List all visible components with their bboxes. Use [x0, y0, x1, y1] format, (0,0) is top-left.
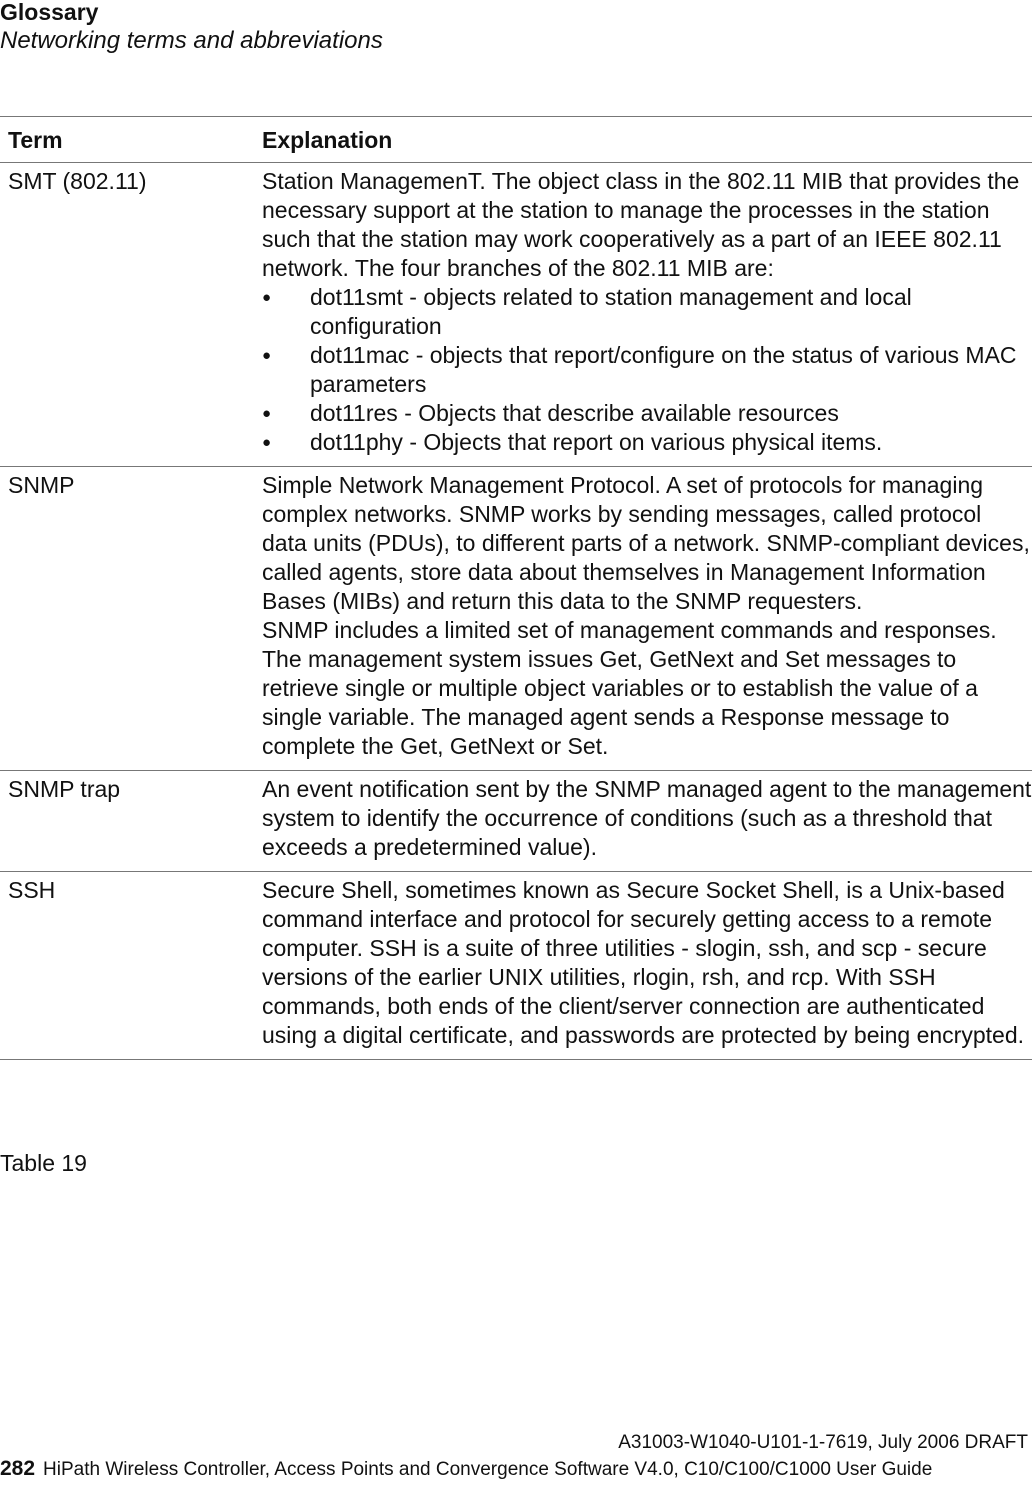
bullet-item [262, 428, 1032, 457]
explanation-cell: Secure Shell, sometimes known as Secure Socket Shell, is a Unix-based command interface and protocol for securely getting access to a remote computer. SSH is a suite of three utilities - slogin, ssh, and scp - secure versions of the earlier UNIX utilities, rlogin, rsh, and rcp. With SSH commands, both ends of the client/server connection are authenticated using a digital certificate, and passwords are protected by being encrypted. [262, 877, 1024, 1048]
bullet-icon: ● [262, 289, 272, 306]
page-number: 282 [0, 1457, 36, 1480]
table-row [0, 163, 1032, 467]
bullet-icon: ● [262, 347, 272, 364]
bullet-text: dot11mac - objects that report/configure on the status of various MAC parameters [310, 342, 1017, 397]
glossary-table [0, 116, 1032, 1060]
column-header-term: Term [8, 127, 63, 153]
column-header-explanation: Explanation [262, 127, 393, 153]
page-header [0, 0, 383, 56]
table-row [0, 771, 1032, 872]
table-caption: Table 19 [0, 1150, 87, 1176]
bullet-icon: ● [262, 434, 272, 451]
table-header-row [0, 117, 1032, 163]
section-subtitle: Networking terms and abbreviations [0, 27, 383, 54]
document-reference: A31003-W1040-U101-1-7619, July 2006 DRAFT [618, 1432, 1028, 1453]
bullet-item [262, 283, 1032, 341]
term-cell: SMT (802.11) [8, 168, 147, 194]
chapter-title: Glossary [0, 0, 99, 25]
table-row [0, 872, 1032, 1060]
bullet-text: dot11smt - objects related to station management and local configuration [310, 284, 912, 339]
bullet-text: dot11phy - Objects that report on various physical items. [310, 429, 883, 455]
explanation-text: Simple Network Management Protocol. A set of protocols for managing complex networks. SNMP works by sending messages, called protocol data units (PDUs), to different parts of a network. SNMP-compliant devices, called agents, store data about themselves in Management Information Bases (MIBs) and return this data to the SNMP requesters. [262, 472, 1030, 614]
bullet-text: dot11res - Objects that describe available resources [310, 400, 839, 426]
explanation-text-continued: SNMP includes a limited set of management commands and responses. The management system issues Get, GetNext and Set messages to retrieve single or multiple object variables or to establish the value of a single variable. The managed agent sends a Response message to complete the Get, GetNext or Set. [262, 617, 997, 759]
bullet-item [262, 399, 1032, 428]
page-footer [0, 1457, 1032, 1482]
explanation-cell: An event notification sent by the SNMP managed agent to the management system to identify the occurrence of conditions (such as a threshold that exceeds a predetermined value). [262, 776, 1032, 860]
term-cell: SNMP trap [8, 776, 121, 802]
term-cell: SSH [8, 877, 56, 903]
term-cell: SNMP [8, 472, 75, 498]
explanation-cell [262, 471, 1032, 761]
bullet-icon: ● [262, 405, 272, 422]
explanation-text: Station ManagemenT. The object class in the 802.11 MIB that provides the necessary support at the station to manage the processes in the station such that the station may work cooperatively as a part of an IEEE 802.11 network. The four branches of the 802.11 MIB are: [262, 168, 1020, 281]
bullet-list [262, 283, 1032, 457]
table-row [0, 467, 1032, 771]
bullet-item [262, 341, 1032, 399]
explanation-cell [262, 167, 1032, 457]
guide-title: HiPath Wireless Controller, Access Points and Convergence Software V4.0, C10/C100/C1000 User Guide [43, 1459, 933, 1480]
